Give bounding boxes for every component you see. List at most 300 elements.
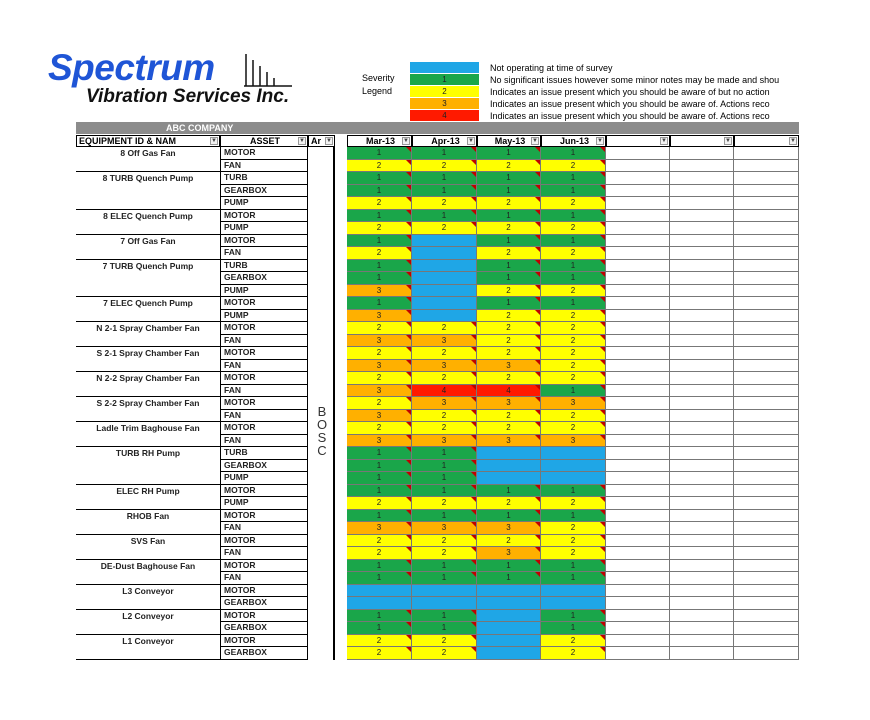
empty-cell[interactable] (606, 610, 670, 623)
comment-indicator-icon[interactable] (471, 497, 476, 502)
severity-cell[interactable] (347, 260, 412, 273)
severity-cell[interactable] (477, 260, 541, 273)
severity-cell[interactable] (412, 547, 477, 560)
empty-cell[interactable] (734, 335, 799, 348)
comment-indicator-icon[interactable] (535, 297, 540, 302)
comment-indicator-icon[interactable] (471, 460, 476, 465)
comment-indicator-icon[interactable] (406, 172, 411, 177)
comment-indicator-icon[interactable] (535, 497, 540, 502)
severity-cell[interactable] (477, 272, 541, 285)
severity-cell[interactable] (477, 222, 541, 235)
empty-cell[interactable] (606, 160, 670, 173)
severity-cell[interactable] (412, 197, 477, 210)
severity-cell[interactable] (412, 285, 477, 298)
empty-cell[interactable] (606, 222, 670, 235)
empty-cell[interactable] (734, 622, 799, 635)
severity-cell[interactable] (412, 322, 477, 335)
comment-indicator-icon[interactable] (406, 472, 411, 477)
comment-indicator-icon[interactable] (535, 260, 540, 265)
empty-cell[interactable] (606, 560, 670, 573)
severity-cell[interactable] (541, 297, 606, 310)
severity-cell[interactable] (347, 297, 412, 310)
empty-cell[interactable] (734, 560, 799, 573)
empty-cell[interactable] (670, 285, 734, 298)
severity-cell[interactable] (347, 560, 412, 573)
severity-cell[interactable] (541, 460, 606, 473)
comment-indicator-icon[interactable] (600, 510, 605, 515)
empty-cell[interactable] (670, 485, 734, 498)
severity-cell[interactable] (347, 410, 412, 423)
empty-cell[interactable] (606, 572, 670, 585)
severity-cell[interactable] (477, 322, 541, 335)
empty-cell[interactable] (670, 372, 734, 385)
severity-cell[interactable] (541, 585, 606, 598)
comment-indicator-icon[interactable] (406, 572, 411, 577)
comment-indicator-icon[interactable] (600, 372, 605, 377)
empty-cell[interactable] (734, 647, 799, 660)
severity-cell[interactable] (477, 572, 541, 585)
severity-cell[interactable] (412, 297, 477, 310)
empty-cell[interactable] (606, 510, 670, 523)
comment-indicator-icon[interactable] (406, 422, 411, 427)
empty-cell[interactable] (670, 622, 734, 635)
severity-cell[interactable] (541, 497, 606, 510)
empty-cell[interactable] (606, 185, 670, 198)
severity-cell[interactable] (412, 260, 477, 273)
severity-cell[interactable] (541, 322, 606, 335)
empty-cell[interactable] (670, 185, 734, 198)
empty-cell[interactable] (606, 197, 670, 210)
severity-cell[interactable] (347, 535, 412, 548)
empty-cell[interactable] (606, 385, 670, 398)
empty-cell[interactable] (670, 360, 734, 373)
severity-cell[interactable] (412, 572, 477, 585)
empty-cell[interactable] (606, 210, 670, 223)
comment-indicator-icon[interactable] (535, 410, 540, 415)
severity-cell[interactable] (347, 597, 412, 610)
comment-indicator-icon[interactable] (471, 385, 476, 390)
comment-indicator-icon[interactable] (406, 385, 411, 390)
comment-indicator-icon[interactable] (471, 160, 476, 165)
empty-cell[interactable] (734, 197, 799, 210)
comment-indicator-icon[interactable] (600, 322, 605, 327)
comment-indicator-icon[interactable] (471, 210, 476, 215)
severity-cell[interactable] (347, 547, 412, 560)
comment-indicator-icon[interactable] (600, 172, 605, 177)
severity-cell[interactable] (541, 197, 606, 210)
empty-cell[interactable] (670, 585, 734, 598)
comment-indicator-icon[interactable] (600, 535, 605, 540)
severity-cell[interactable] (412, 535, 477, 548)
filter-dropdown-icon[interactable]: ▼ (790, 138, 796, 144)
empty-cell[interactable] (734, 260, 799, 273)
severity-cell[interactable] (412, 372, 477, 385)
comment-indicator-icon[interactable] (600, 572, 605, 577)
empty-cell[interactable] (670, 147, 734, 160)
filter-dropdown-icon[interactable]: ▼ (725, 138, 731, 144)
filter-dropdown-icon[interactable]: ▼ (299, 138, 305, 144)
empty-cell[interactable] (734, 172, 799, 185)
severity-cell[interactable] (412, 510, 477, 523)
severity-cell[interactable] (347, 622, 412, 635)
severity-cell[interactable] (477, 547, 541, 560)
comment-indicator-icon[interactable] (406, 522, 411, 527)
comment-indicator-icon[interactable] (471, 360, 476, 365)
comment-indicator-icon[interactable] (471, 610, 476, 615)
comment-indicator-icon[interactable] (600, 522, 605, 527)
severity-cell[interactable] (477, 560, 541, 573)
severity-cell[interactable] (347, 435, 412, 448)
comment-indicator-icon[interactable] (600, 272, 605, 277)
comment-indicator-icon[interactable] (406, 410, 411, 415)
severity-cell[interactable] (541, 485, 606, 498)
filter-dropdown-icon[interactable]: ▼ (211, 138, 217, 144)
comment-indicator-icon[interactable] (471, 447, 476, 452)
comment-indicator-icon[interactable] (471, 422, 476, 427)
comment-indicator-icon[interactable] (600, 335, 605, 340)
empty-cell[interactable] (606, 435, 670, 448)
comment-indicator-icon[interactable] (600, 210, 605, 215)
empty-cell[interactable] (606, 260, 670, 273)
comment-indicator-icon[interactable] (471, 172, 476, 177)
comment-indicator-icon[interactable] (535, 522, 540, 527)
comment-indicator-icon[interactable] (406, 272, 411, 277)
comment-indicator-icon[interactable] (406, 222, 411, 227)
empty-cell[interactable] (670, 397, 734, 410)
comment-indicator-icon[interactable] (600, 622, 605, 627)
empty-cell[interactable] (734, 597, 799, 610)
comment-indicator-icon[interactable] (600, 360, 605, 365)
severity-cell[interactable] (412, 172, 477, 185)
empty-cell[interactable] (670, 435, 734, 448)
severity-cell[interactable] (477, 535, 541, 548)
severity-cell[interactable] (477, 435, 541, 448)
severity-cell[interactable] (541, 335, 606, 348)
filter-dropdown-icon[interactable]: ▼ (532, 138, 538, 144)
severity-cell[interactable] (347, 160, 412, 173)
empty-cell[interactable] (670, 385, 734, 398)
severity-cell[interactable] (477, 335, 541, 348)
severity-cell[interactable] (412, 160, 477, 173)
empty-cell[interactable] (734, 435, 799, 448)
severity-cell[interactable] (347, 347, 412, 360)
empty-cell[interactable] (734, 422, 799, 435)
severity-cell[interactable] (477, 310, 541, 323)
empty-cell[interactable] (606, 247, 670, 260)
comment-indicator-icon[interactable] (600, 160, 605, 165)
empty-cell[interactable] (734, 535, 799, 548)
comment-indicator-icon[interactable] (406, 610, 411, 615)
severity-cell[interactable] (412, 222, 477, 235)
severity-cell[interactable] (347, 285, 412, 298)
comment-indicator-icon[interactable] (600, 285, 605, 290)
severity-cell[interactable] (477, 597, 541, 610)
comment-indicator-icon[interactable] (406, 622, 411, 627)
empty-cell[interactable] (670, 160, 734, 173)
empty-cell[interactable] (606, 447, 670, 460)
comment-indicator-icon[interactable] (600, 222, 605, 227)
severity-cell[interactable] (347, 147, 412, 160)
comment-indicator-icon[interactable] (406, 547, 411, 552)
empty-cell[interactable] (606, 272, 670, 285)
empty-cell[interactable] (606, 310, 670, 323)
severity-cell[interactable] (541, 222, 606, 235)
empty-cell[interactable] (606, 372, 670, 385)
empty-cell[interactable] (606, 422, 670, 435)
severity-cell[interactable] (477, 285, 541, 298)
severity-cell[interactable] (412, 210, 477, 223)
comment-indicator-icon[interactable] (406, 635, 411, 640)
comment-indicator-icon[interactable] (535, 247, 540, 252)
comment-indicator-icon[interactable] (600, 397, 605, 402)
empty-cell[interactable] (606, 635, 670, 648)
comment-indicator-icon[interactable] (535, 147, 540, 152)
comment-indicator-icon[interactable] (600, 635, 605, 640)
severity-cell[interactable] (477, 197, 541, 210)
empty-cell[interactable] (606, 360, 670, 373)
severity-cell[interactable] (347, 310, 412, 323)
empty-cell[interactable] (670, 572, 734, 585)
severity-cell[interactable] (412, 235, 477, 248)
severity-cell[interactable] (347, 585, 412, 598)
severity-cell[interactable] (347, 397, 412, 410)
empty-cell[interactable] (670, 322, 734, 335)
severity-cell[interactable] (477, 510, 541, 523)
severity-cell[interactable] (347, 197, 412, 210)
empty-cell[interactable] (734, 322, 799, 335)
empty-cell[interactable] (670, 210, 734, 223)
severity-cell[interactable] (477, 347, 541, 360)
empty-cell[interactable] (670, 472, 734, 485)
empty-cell[interactable] (734, 372, 799, 385)
severity-cell[interactable] (477, 497, 541, 510)
severity-cell[interactable] (541, 347, 606, 360)
comment-indicator-icon[interactable] (600, 197, 605, 202)
severity-cell[interactable] (347, 635, 412, 648)
severity-cell[interactable] (477, 635, 541, 648)
comment-indicator-icon[interactable] (471, 472, 476, 477)
severity-cell[interactable] (477, 397, 541, 410)
severity-cell[interactable] (412, 422, 477, 435)
comment-indicator-icon[interactable] (600, 247, 605, 252)
severity-cell[interactable] (541, 435, 606, 448)
empty-cell[interactable] (670, 235, 734, 248)
empty-cell[interactable] (734, 497, 799, 510)
severity-cell[interactable] (477, 360, 541, 373)
comment-indicator-icon[interactable] (535, 397, 540, 402)
empty-cell[interactable] (734, 147, 799, 160)
severity-cell[interactable] (347, 485, 412, 498)
comment-indicator-icon[interactable] (471, 560, 476, 565)
comment-indicator-icon[interactable] (535, 285, 540, 290)
comment-indicator-icon[interactable] (406, 185, 411, 190)
severity-cell[interactable] (541, 635, 606, 648)
empty-cell[interactable] (734, 472, 799, 485)
severity-cell[interactable] (412, 447, 477, 460)
severity-cell[interactable] (541, 522, 606, 535)
severity-cell[interactable] (541, 285, 606, 298)
comment-indicator-icon[interactable] (406, 260, 411, 265)
empty-cell[interactable] (670, 497, 734, 510)
severity-cell[interactable] (347, 460, 412, 473)
comment-indicator-icon[interactable] (535, 210, 540, 215)
severity-cell[interactable] (477, 410, 541, 423)
comment-indicator-icon[interactable] (471, 222, 476, 227)
severity-cell[interactable] (347, 647, 412, 660)
comment-indicator-icon[interactable] (406, 435, 411, 440)
severity-cell[interactable] (541, 572, 606, 585)
empty-cell[interactable] (670, 310, 734, 323)
severity-cell[interactable] (347, 272, 412, 285)
empty-cell[interactable] (734, 160, 799, 173)
empty-cell[interactable] (670, 535, 734, 548)
filter-dropdown-icon[interactable]: ▼ (468, 138, 474, 144)
severity-cell[interactable] (412, 310, 477, 323)
severity-cell[interactable] (412, 397, 477, 410)
comment-indicator-icon[interactable] (471, 372, 476, 377)
severity-cell[interactable] (347, 497, 412, 510)
comment-indicator-icon[interactable] (406, 347, 411, 352)
severity-cell[interactable] (412, 497, 477, 510)
comment-indicator-icon[interactable] (406, 322, 411, 327)
empty-cell[interactable] (606, 335, 670, 348)
filter-dropdown-icon[interactable]: ▼ (597, 138, 603, 144)
comment-indicator-icon[interactable] (600, 485, 605, 490)
empty-cell[interactable] (734, 222, 799, 235)
severity-cell[interactable] (477, 610, 541, 623)
severity-cell[interactable] (541, 260, 606, 273)
comment-indicator-icon[interactable] (471, 535, 476, 540)
comment-indicator-icon[interactable] (535, 422, 540, 427)
empty-cell[interactable] (734, 247, 799, 260)
comment-indicator-icon[interactable] (406, 247, 411, 252)
empty-cell[interactable] (670, 447, 734, 460)
severity-cell[interactable] (477, 460, 541, 473)
empty-cell[interactable] (606, 235, 670, 248)
severity-cell[interactable] (412, 147, 477, 160)
severity-cell[interactable] (541, 160, 606, 173)
empty-cell[interactable] (670, 610, 734, 623)
empty-cell[interactable] (734, 410, 799, 423)
severity-cell[interactable] (477, 622, 541, 635)
severity-cell[interactable] (541, 310, 606, 323)
comment-indicator-icon[interactable] (535, 485, 540, 490)
comment-indicator-icon[interactable] (406, 310, 411, 315)
empty-cell[interactable] (670, 260, 734, 273)
comment-indicator-icon[interactable] (406, 510, 411, 515)
empty-cell[interactable] (734, 572, 799, 585)
severity-cell[interactable] (347, 322, 412, 335)
comment-indicator-icon[interactable] (600, 435, 605, 440)
severity-cell[interactable] (477, 172, 541, 185)
comment-indicator-icon[interactable] (471, 410, 476, 415)
severity-cell[interactable] (477, 522, 541, 535)
severity-cell[interactable] (412, 472, 477, 485)
severity-cell[interactable] (477, 235, 541, 248)
severity-cell[interactable] (477, 247, 541, 260)
comment-indicator-icon[interactable] (406, 535, 411, 540)
severity-cell[interactable] (412, 347, 477, 360)
severity-cell[interactable] (541, 397, 606, 410)
severity-cell[interactable] (412, 485, 477, 498)
empty-cell[interactable] (606, 597, 670, 610)
empty-cell[interactable] (734, 460, 799, 473)
severity-cell[interactable] (412, 247, 477, 260)
comment-indicator-icon[interactable] (535, 272, 540, 277)
filter-dropdown-icon[interactable]: ▼ (326, 138, 332, 144)
severity-cell[interactable] (347, 335, 412, 348)
empty-cell[interactable] (734, 347, 799, 360)
comment-indicator-icon[interactable] (471, 197, 476, 202)
empty-cell[interactable] (606, 647, 670, 660)
empty-cell[interactable] (670, 247, 734, 260)
comment-indicator-icon[interactable] (406, 235, 411, 240)
empty-cell[interactable] (734, 360, 799, 373)
severity-cell[interactable] (477, 422, 541, 435)
severity-cell[interactable] (541, 235, 606, 248)
empty-cell[interactable] (606, 460, 670, 473)
severity-cell[interactable] (347, 247, 412, 260)
comment-indicator-icon[interactable] (471, 635, 476, 640)
severity-cell[interactable] (541, 647, 606, 660)
empty-cell[interactable] (670, 597, 734, 610)
empty-cell[interactable] (734, 310, 799, 323)
comment-indicator-icon[interactable] (471, 522, 476, 527)
severity-cell[interactable] (477, 297, 541, 310)
empty-cell[interactable] (606, 547, 670, 560)
empty-cell[interactable] (670, 422, 734, 435)
comment-indicator-icon[interactable] (600, 260, 605, 265)
severity-cell[interactable] (412, 560, 477, 573)
severity-cell[interactable] (477, 647, 541, 660)
severity-cell[interactable] (541, 622, 606, 635)
empty-cell[interactable] (606, 535, 670, 548)
severity-cell[interactable] (347, 235, 412, 248)
empty-cell[interactable] (606, 285, 670, 298)
severity-cell[interactable] (347, 447, 412, 460)
empty-cell[interactable] (670, 297, 734, 310)
empty-cell[interactable] (606, 585, 670, 598)
empty-cell[interactable] (670, 522, 734, 535)
empty-cell[interactable] (670, 460, 734, 473)
empty-cell[interactable] (734, 235, 799, 248)
comment-indicator-icon[interactable] (600, 647, 605, 652)
comment-indicator-icon[interactable] (406, 360, 411, 365)
severity-cell[interactable] (541, 547, 606, 560)
empty-cell[interactable] (734, 397, 799, 410)
empty-cell[interactable] (734, 185, 799, 198)
comment-indicator-icon[interactable] (600, 422, 605, 427)
severity-cell[interactable] (477, 185, 541, 198)
severity-cell[interactable] (347, 472, 412, 485)
comment-indicator-icon[interactable] (471, 347, 476, 352)
comment-indicator-icon[interactable] (535, 547, 540, 552)
empty-cell[interactable] (606, 472, 670, 485)
comment-indicator-icon[interactable] (535, 385, 540, 390)
severity-cell[interactable] (412, 272, 477, 285)
comment-indicator-icon[interactable] (600, 385, 605, 390)
empty-cell[interactable] (734, 485, 799, 498)
comment-indicator-icon[interactable] (535, 535, 540, 540)
comment-indicator-icon[interactable] (535, 372, 540, 377)
comment-indicator-icon[interactable] (471, 510, 476, 515)
severity-cell[interactable] (412, 360, 477, 373)
comment-indicator-icon[interactable] (406, 160, 411, 165)
comment-indicator-icon[interactable] (600, 347, 605, 352)
severity-cell[interactable] (541, 510, 606, 523)
severity-cell[interactable] (477, 385, 541, 398)
empty-cell[interactable] (606, 322, 670, 335)
